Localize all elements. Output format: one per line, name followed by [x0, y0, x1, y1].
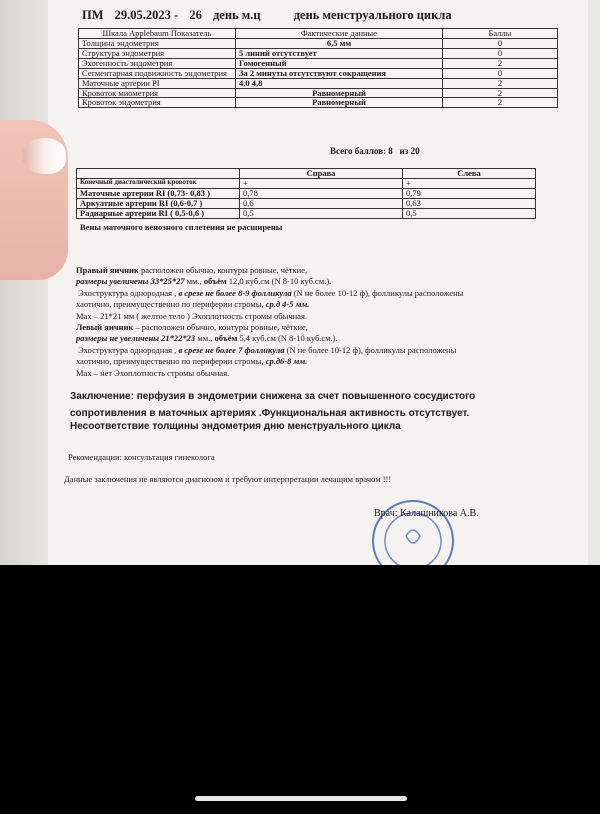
table-row: [79, 78, 558, 88]
table-cell: 0: [443, 38, 558, 48]
table-row: [79, 68, 558, 78]
right-ovary-volume: 12,0 куб.см (N 8-10 куб.см.).: [226, 276, 332, 287]
total-label: Всего баллов:: [330, 146, 387, 156]
right-ovary-line: Мах – 21*21 мм ( желтое тело ) Эхоплотность стромы обычная.: [76, 310, 307, 321]
right-ovary-size-unit: мм.,: [184, 276, 202, 287]
header-prefix: ПМ: [82, 8, 104, 22]
header-cycle-label: день менструального цикла: [293, 8, 452, 22]
left-ovary-echo: Эхоструктура однородная ,: [78, 344, 177, 355]
left-ovary-line: – расположен обычно, контуры ровные, чёткие,: [133, 322, 308, 332]
table-row: [79, 58, 558, 68]
arteries-table: [76, 168, 536, 219]
table-row: [77, 188, 536, 198]
signature-line: Врач: Калашникова А.В.: [374, 508, 479, 519]
left-ovary-size: размеры не увеличены 21*22*23: [76, 333, 196, 344]
conclusion-mismatch: Несоответствие толщины эндометрия дню менструального цикла: [70, 421, 401, 432]
table-cell: 2: [443, 58, 558, 68]
column-header: Справа: [240, 169, 403, 179]
table-cell: Радиарные артерии RI ( 0,5-0,6 ): [77, 208, 240, 218]
left-ovary-section: [76, 322, 456, 379]
right-ovary-echo: Эхоструктура однородная ,: [78, 287, 177, 298]
header-day-label: день м.ц: [212, 8, 261, 22]
left-ovary-volume-label: объём: [212, 333, 238, 344]
total-value: 8: [388, 146, 393, 156]
table-cell: 0,5: [403, 208, 536, 218]
table-cell: Равномерный: [236, 98, 443, 108]
conclusion-line: Заключение: перфузия в эндометрии снижена за счет повышенного сосудистого: [70, 391, 476, 402]
table-cell: Структура эндометрия: [79, 48, 236, 58]
table-cell: +: [240, 178, 403, 188]
header-date: 29.05.2023 -: [114, 8, 179, 22]
table-cell: 5 линий отсутствует: [236, 48, 443, 58]
table-cell: Конечный диастолический кровоток: [77, 178, 240, 188]
right-ovary-follicles: в срезе не более 8-9 фолликула: [176, 287, 292, 298]
table-row: [79, 38, 558, 48]
table-cell: +: [403, 178, 536, 188]
table-cell: Аркуатные артерии RI (0,6-0,7 ): [77, 198, 240, 208]
total-score: [330, 146, 420, 156]
total-of: из 20: [399, 146, 420, 156]
fingernail: [22, 138, 66, 174]
table-cell: 2: [443, 88, 558, 98]
column-header: [77, 169, 240, 179]
left-ovary-size-unit: мм.,: [195, 333, 213, 344]
table-row: [77, 198, 536, 208]
table-cell: Кровоток эндометрия: [79, 98, 236, 108]
right-ovary-size: размеры увеличены 33*25*27: [76, 276, 185, 287]
left-ovary-title: Левый яичник: [76, 322, 134, 332]
header-day-number: 26: [189, 8, 202, 22]
table-cell: Маточные артерии RI (0,73- 0,83 ): [77, 188, 240, 198]
table-cell: 4,0 4,8: [236, 78, 443, 88]
table-cell: Толщина эндометрия: [79, 38, 236, 48]
table-row: [77, 178, 536, 188]
table-cell: 2: [443, 78, 558, 88]
table-cell: Кровоток миометрия: [79, 88, 236, 98]
table-cell: 0,5: [240, 208, 403, 218]
table-cell: Равномерный: [236, 88, 443, 98]
table-cell: 0,78: [240, 188, 403, 198]
left-ovary-follicles-norm: (N не более 10-12 ф), фолликулы расположены: [284, 344, 457, 355]
table-header-row: [77, 169, 536, 179]
table-cell: 0,63: [403, 198, 536, 208]
table-cell: Сегментарная подвижность эндометрия: [79, 68, 236, 78]
conclusion: [70, 388, 475, 422]
column-header: Слева: [403, 169, 536, 179]
table-cell: За 2 минуты отсутствуют сокращения: [236, 68, 443, 78]
left-ovary-volume: 5,4 куб.см (N 8-10 куб.см.).: [237, 333, 338, 344]
table-cell: 2: [443, 98, 558, 108]
conclusion-line: сопротивления в маточных артериях .Функциональная активность отсутствует.: [70, 408, 470, 419]
column-header: Фактические данные: [236, 29, 443, 39]
recommendation: Рекомендации: консультация гинеколога: [68, 452, 215, 462]
table-cell: Маточные артерии PI: [79, 78, 236, 88]
table-cell: 0: [443, 68, 558, 78]
column-header: Шкала Applebaum Показатель: [79, 29, 236, 39]
left-ovary-follicles: в срезе не более 7 фолликула: [176, 344, 285, 355]
right-ovary-diameter: ср.д 4-5 мм.: [263, 299, 310, 310]
stamp-seal: [368, 496, 458, 565]
right-ovary-volume-label: объём: [201, 276, 227, 287]
table-row: [79, 88, 558, 98]
page-edge-shadow: [570, 120, 584, 400]
right-ovary-title: Правый яичник: [76, 265, 139, 275]
veins-note: Вены маточного венозного сплетения не расширены: [80, 222, 283, 232]
right-ovary-line: расположен обычно, контуры ровные, чёткие,: [138, 265, 308, 275]
table-cell: Эхогенность эндометрия: [79, 58, 236, 68]
table-cell: 0,79: [403, 188, 536, 198]
applebaum-scale-table: [78, 28, 558, 108]
table-row: [77, 208, 536, 218]
table-row: [79, 98, 558, 108]
home-indicator[interactable]: [195, 796, 407, 801]
table-cell: 0: [443, 48, 558, 58]
right-ovary-follicles-norm: (N не более 10-12 ф), фолликулы расположены: [291, 287, 464, 298]
table-cell: 0,6: [240, 198, 403, 208]
left-ovary-line: хаотично, преимущественно по периферии стромы,: [76, 356, 264, 367]
disclaimer: Данные заключения не являются диагнозом и требуют интерпретации лечащим врачом !!!: [64, 474, 392, 484]
right-ovary-section: [76, 265, 463, 322]
report-header: [82, 8, 460, 23]
column-header: Баллы: [443, 29, 558, 39]
table-cell: Гомогенный: [236, 58, 443, 68]
right-ovary-line: хаотично, преимущественно по периферии стромы,: [76, 299, 264, 310]
table-row: [79, 48, 558, 58]
left-ovary-diameter: ср.д6-8 мм.: [263, 356, 308, 367]
table-header-row: [79, 29, 558, 39]
left-ovary-line: Мах – нет Эхоплотность стромы обычная.: [76, 367, 230, 378]
table-cell: 6,5 мм: [236, 38, 443, 48]
